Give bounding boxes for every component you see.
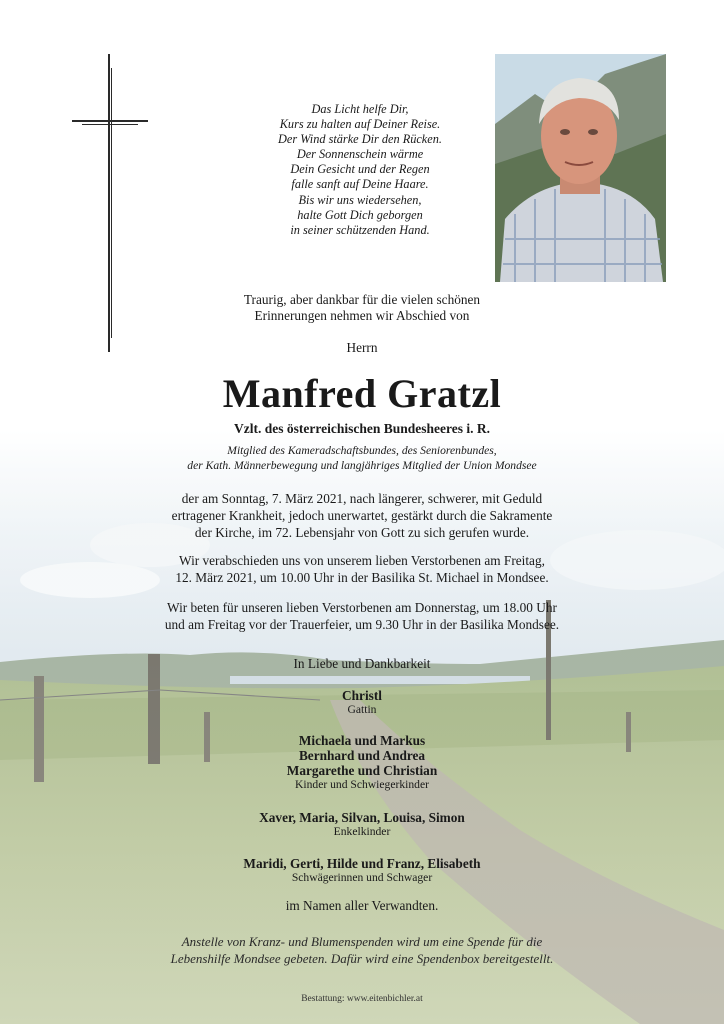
membership-line: der Kath. Männerbewegung und langjähriges Mitglied der Union Mondsee (187, 459, 537, 472)
family-names: Bernhard und Andrea (298, 748, 426, 763)
salutation: Herrn (346, 340, 378, 355)
family-names: Margarethe und Christian (286, 763, 438, 778)
family-names: Maridi, Gerti, Hilde und Franz, Elisabeth (243, 856, 481, 871)
family-names: Christl (342, 688, 382, 703)
family-relation: Enkelkinder (333, 825, 391, 838)
poem-line: halte Gott Dich geborgen (297, 207, 423, 222)
undertaker-credit: Bestattung: www.eitenbichler.at (301, 994, 423, 1004)
funeral-line: Wir verabschieden uns von unserem lieben Verstorbenen am Freitag, (179, 553, 545, 568)
closing-text: In Liebe und Dankbarkeit (293, 656, 431, 671)
family-names: Xaver, Maria, Silvan, Louisa, Simon (259, 810, 465, 825)
death-notice (0, 491, 724, 541)
family-names: Michaela und Markus (298, 733, 426, 748)
poem (238, 102, 482, 238)
family-relation: Gattin (347, 703, 377, 716)
family-relation: Kinder und Schwiegerkinder (295, 778, 429, 791)
poem-line: falle sanft auf Deine Haare. (291, 177, 429, 192)
intro-line: Traurig, aber dankbar für die vielen schönen (243, 292, 481, 307)
prayer-line: Wir beten für unseren lieben Verstorbenen am Donnerstag, um 18.00 Uhr (167, 600, 557, 615)
death-notice-line: ertragener Krankheit, jedoch unerwartet, gestärkt durch die Sakramente (171, 507, 553, 523)
rank-title: Vzlt. des österreichischen Bundesheeres i. R. (234, 421, 490, 436)
intro-line: Erinnerungen nehmen wir Abschied von (254, 308, 470, 323)
poem-line: Dein Gesicht und der Regen (290, 162, 430, 177)
poem-line: Kurs zu halten auf Deiner Reise. (279, 117, 441, 132)
death-notice-line: der am Sonntag, 7. März 2021, nach längerer, schwerer, mit Geduld (181, 491, 543, 506)
death-notice-line: der Kirche, im 72. Lebensjahr von Gott zu sich gerufen wurde. (194, 524, 530, 540)
donation-line: Anstelle von Kranz- und Blumenspenden wird um eine Spende für die (181, 934, 543, 949)
family-group-siblings-in-law (0, 856, 724, 884)
poem-line: Das Licht helfe Dir, (311, 102, 409, 116)
family-group-wife (0, 688, 724, 716)
family-relation: Schwägerinnen und Schwager (291, 871, 433, 884)
poem-line: Bis wir uns wiedersehen, (298, 192, 422, 207)
poem-line: Der Sonnenschein wärme (296, 147, 424, 162)
funeral-info (0, 553, 724, 587)
poem-line: Der Wind stärke Dir den Rücken. (278, 132, 442, 147)
intro-text (0, 292, 724, 324)
poem-line: in seiner schützenden Hand. (290, 222, 430, 237)
family-group-grandchildren (0, 810, 724, 838)
relatives-text: im Namen aller Verwandten. (285, 898, 439, 913)
funeral-line: 12. März 2021, um 10.00 Uhr in der Basilika St. Michael in Mondsee. (175, 569, 549, 585)
prayer-info (0, 600, 724, 634)
prayer-line: und am Freitag vor der Trauerfeier, um 9.30 Uhr in der Basilika Mondsee. (164, 616, 560, 632)
membership-line: Mitglied des Kameradschaftsbundes, des Seniorenbundes, (227, 444, 497, 457)
membership-text (0, 443, 724, 473)
deceased-name: Manfred Gratzl (222, 371, 502, 416)
family-group-children (0, 733, 724, 791)
donation-note (0, 934, 724, 967)
portrait-photo (495, 54, 666, 282)
donation-line: Lebenshilfe Mondsee gebeten. Dafür wird eine Spendenbox bereitgestellt. (170, 950, 554, 966)
